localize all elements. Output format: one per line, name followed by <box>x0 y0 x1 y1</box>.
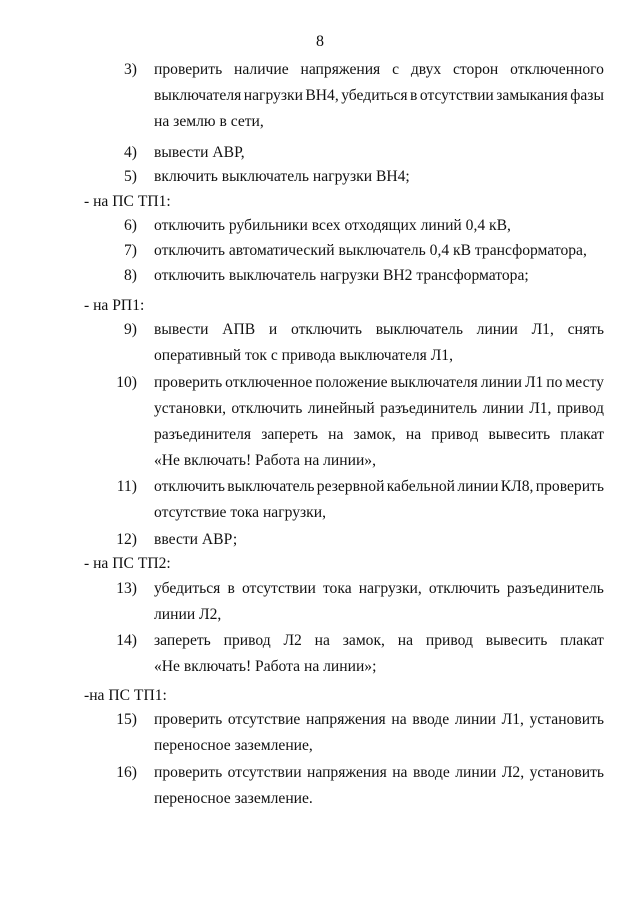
list-item-text-line: отсутствие тока нагрузки, <box>154 504 326 521</box>
word: ВН4, <box>305 87 339 104</box>
list-item-text-line <box>154 400 604 418</box>
word: фазы <box>570 87 604 104</box>
word: на <box>314 632 330 649</box>
word: на <box>397 632 414 649</box>
word: отсутствие <box>227 711 301 728</box>
word: АПВ <box>222 321 256 338</box>
page-number: 8 <box>316 33 324 50</box>
list-item-text-line: линии Л2, <box>154 606 222 623</box>
word: вывесить <box>485 632 548 649</box>
word: линейный <box>307 400 375 417</box>
word: запереть <box>261 426 318 443</box>
word: нагрузки, <box>358 580 422 597</box>
list-item-text-line: отключить автоматический выключатель 0,4 кВ трансформатора, <box>154 242 587 259</box>
list-item-number: 6) <box>124 217 137 234</box>
word: кабельной <box>386 478 456 495</box>
list-item-number: 14) <box>116 632 137 649</box>
word: убедиться <box>341 87 408 104</box>
word: положение <box>315 374 388 391</box>
list-item-number: 12) <box>116 531 137 548</box>
section-heading: -на ПС ТП1: <box>84 687 167 704</box>
word: Л2, <box>501 764 525 781</box>
list-item-text-line <box>154 580 604 598</box>
list-item-text-line: «Не включать! Работа на линии», <box>154 452 376 469</box>
list-item-text-line: оперативный ток с привода выключателя Л1, <box>154 347 453 364</box>
word: выключателя <box>154 87 242 104</box>
word: проверить <box>535 478 604 495</box>
list-item-text-line <box>154 632 604 650</box>
word: по <box>546 374 563 391</box>
word: напряжения <box>307 764 387 781</box>
word: на <box>392 764 408 781</box>
word: привод <box>556 400 604 417</box>
word: Л1, <box>531 321 554 338</box>
list-item-number: 7) <box>124 242 137 259</box>
word: установить <box>529 711 604 728</box>
word: Л2 <box>283 632 302 649</box>
word: проверить <box>154 374 223 391</box>
word: резервной <box>316 478 385 495</box>
word: отключить <box>291 321 362 338</box>
word: замыкания <box>496 87 568 104</box>
word: линии <box>480 374 522 391</box>
word: на <box>328 426 344 443</box>
word: установки, <box>154 400 226 417</box>
list-item-text-line <box>154 87 604 105</box>
word: в <box>227 580 235 597</box>
word: вводе <box>412 711 450 728</box>
word: привод <box>425 632 473 649</box>
section-heading: - на РП1: <box>84 297 145 314</box>
word: КЛ8, <box>500 478 534 495</box>
word: Л1, <box>529 400 552 417</box>
section-heading: - на ПС ТП2: <box>84 555 171 572</box>
word: линии <box>454 711 496 728</box>
word: линии <box>457 478 499 495</box>
list-item-number: 16) <box>116 764 137 781</box>
word: с <box>392 61 399 78</box>
list-item-text-line: «Не включать! Работа на линии»; <box>154 658 377 675</box>
list-item-number: 8) <box>124 267 137 284</box>
word: привод <box>223 632 271 649</box>
word: отключить <box>428 580 500 597</box>
word: на <box>391 711 407 728</box>
word: убедиться <box>154 580 221 597</box>
word: выключатель <box>227 478 315 495</box>
word: проверить <box>154 61 223 78</box>
word: плакат <box>560 632 604 649</box>
word: в <box>410 87 418 104</box>
list-item-text-line: отключить выключатель нагрузки ВН2 трансформатора; <box>154 267 529 284</box>
list-item-text-line: вывести АВР, <box>154 144 245 161</box>
word: отключить <box>154 478 225 495</box>
word: отсутствии <box>419 87 494 104</box>
list-item-number: 15) <box>116 711 137 728</box>
word: нагрузки <box>243 87 303 104</box>
word: отсутствии <box>241 580 316 597</box>
word: линии <box>482 400 524 417</box>
word: Л1 <box>524 374 544 391</box>
list-item-number: 5) <box>124 168 137 185</box>
list-item-number: 11) <box>116 478 137 495</box>
list-item-text-line: переносное заземление. <box>154 790 313 807</box>
list-item-number: 10) <box>116 374 137 391</box>
word: установить <box>529 764 604 781</box>
word: на <box>405 426 422 443</box>
word: проверить <box>154 711 223 728</box>
word: выключателя <box>390 374 478 391</box>
list-item-number: 4) <box>124 144 137 161</box>
word: линии <box>476 321 518 338</box>
word: месту <box>565 374 604 391</box>
word: плакат <box>560 426 604 443</box>
list-item-text-line <box>154 764 604 782</box>
word: разъединитель <box>506 580 604 597</box>
word: снять <box>567 321 604 338</box>
word: проверить <box>154 764 223 781</box>
word: привод <box>431 426 479 443</box>
list-item-text-line <box>154 426 604 444</box>
word: выключатель <box>375 321 463 338</box>
list-item-text-line: включить выключатель нагрузки ВН4; <box>154 168 410 185</box>
list-item-number: 9) <box>124 321 137 338</box>
list-item-text-line <box>154 711 604 729</box>
word: двух <box>410 61 442 78</box>
list-item-text-line: на землю в сети, <box>154 113 264 130</box>
word: замок, <box>353 426 396 443</box>
word: разъединитель <box>380 400 478 417</box>
section-heading: - на ПС ТП1: <box>84 193 171 210</box>
list-item-text-line <box>154 478 604 496</box>
word: линии <box>455 764 497 781</box>
word: разъединителя <box>154 426 252 443</box>
word: и <box>268 321 278 338</box>
list-item-number: 13) <box>116 580 137 597</box>
word: отсутствии <box>227 764 302 781</box>
list-item-text-line <box>154 61 604 79</box>
list-item-text-line: ввести АВР; <box>154 531 238 548</box>
word: тока <box>322 580 352 597</box>
word: вывесить <box>488 426 551 443</box>
word: сторон <box>453 61 499 78</box>
list-item-number: 3) <box>124 61 137 78</box>
list-item-text-line: отключить рубильники всех отходящих линий 0,4 кВ, <box>154 217 511 234</box>
word: отключить <box>231 400 303 417</box>
word: отключенное <box>225 374 313 391</box>
word: Л1, <box>501 711 524 728</box>
word: наличие <box>234 61 289 78</box>
word: вывести <box>154 321 209 338</box>
list-item-text-line <box>154 374 604 392</box>
word: вводе <box>412 764 450 781</box>
word: напряжения <box>300 61 381 78</box>
word: отключенного <box>510 61 604 78</box>
list-item-text-line: переносное заземление, <box>154 737 313 754</box>
list-item-text-line <box>154 321 604 339</box>
word: замок, <box>342 632 385 649</box>
word: запереть <box>154 632 211 649</box>
word: напряжения <box>306 711 386 728</box>
